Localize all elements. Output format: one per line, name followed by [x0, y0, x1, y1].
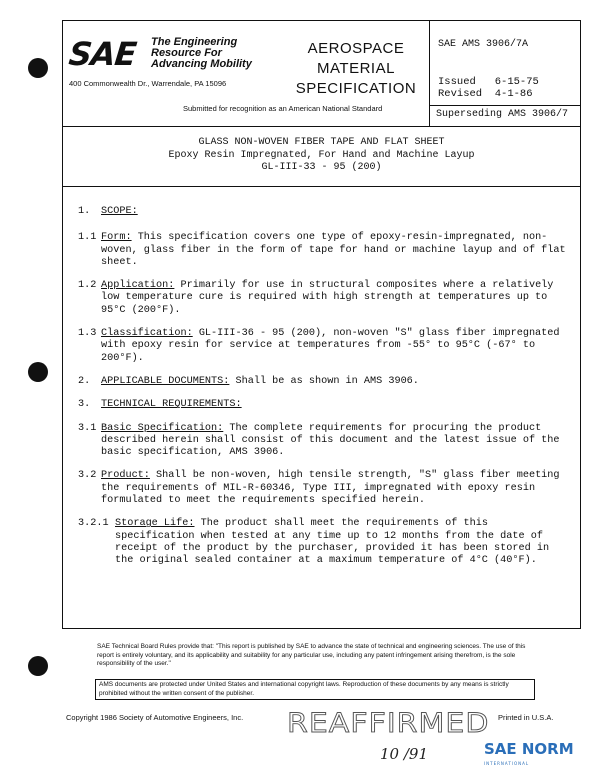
tagline: The Engineering Resource For Advancing Mobility [151, 36, 252, 70]
section-1-2: 1.2 Application: Primarily for use in structural composites where a relatively low temperature cure is required with high strength at temperatures up to 95°C (200°F). [78, 280, 554, 316]
binder-hole-middle [28, 362, 48, 382]
binder-hole-bottom [28, 656, 48, 676]
section-1: 1. SCOPE: [78, 206, 138, 217]
section-3-2: 3.2 Product: Shall be non-woven, high tensile strength, "S" glass fiber meeting the requirements of MIL-R-60346, Type III, impregnated with epoxy resin formulated to meet the requirements specified herein. [78, 470, 560, 507]
copyright-line: Copyright 1986 Society of Automotive Engineers, Inc. [66, 713, 244, 722]
section-3-2-1: 3.2.1 Storage Life: The product shall meet the requirements of this specification when tested at any time up to 12 months from the date of receipt of the product by the purchaser, provided it has been stored in the original sealed container at a maximum temperature of 4°C (40°F). [78, 518, 550, 567]
watermark-sub: INTERNATIONAL [484, 761, 530, 766]
section-2: 2. APPLICABLE DOCUMENTS: Shall be as shown in AMS 3906. [78, 375, 419, 387]
printed-in: Printed in U.S.A. [498, 713, 554, 722]
section-1-3: 1.3 Classification: GL-III-36 - 95 (200), non-woven "S" glass fiber impregnated with epoxy resin for service at temperatures from -55° to 95°C (-67° to 200°F). [78, 328, 560, 364]
doc-number: SAE AMS 3906/7A [438, 39, 529, 50]
board-rules-note: SAE Technical Board Rules provide that: "This report is published by SAE to advance the state of technical and engineering sciences. The use of this report is entirely voluntary, and its applicability and suitability for any particular use, including any patent infringement arising therefrom, is the sole responsibility of the user." [97, 643, 526, 668]
reaffirmed-stamp: REAFFIRMED [287, 707, 490, 740]
header-right [429, 21, 580, 126]
address: 400 Commonwealth Dr., Warrendale, PA 15096 [69, 79, 227, 88]
binder-hole-top [28, 58, 48, 78]
section-3: 3. TECHNICAL REQUIREMENTS: [78, 399, 242, 411]
document-body [78, 206, 573, 568]
document-title: GLASS NON-WOVEN FIBER TAPE AND FLAT SHEET Epoxy Resin Impregnated, For Hand and Machine Layup GL-III-33 - 95 (200) [168, 137, 475, 173]
sae-norm-watermark [484, 740, 574, 766]
section-1-1: 1.1 Form: This specification covers one type of epoxy-resin-impregnated, non-woven, glass fiber in the form of tape for hand or machine layup and of flat sheet. [78, 232, 566, 268]
divider [63, 126, 580, 127]
submitted-note: Submitted for recognition as an American National Standard [183, 104, 383, 113]
sae-logo: SAE [67, 35, 138, 73]
handwritten-date: 10 /91 [380, 745, 428, 763]
section-3-1: 3.1 Basic Specification: The complete requirements for procuring the product described herein shall consist of this document and the latest issue of the basic specification, AMS 3906. [78, 422, 560, 459]
divider [430, 105, 580, 106]
issued-block: Issued 6-15-75 Revised 4-1-86 [438, 76, 539, 100]
copyright-notice-box: AMS documents are protected under United States and international copyright laws. Reproduction of these documents by any means is strictly prohibited without the written consent of the publisher. [95, 679, 535, 700]
ams-title: AEROSPACE MATERIAL SPECIFICATION [295, 40, 417, 97]
divider [63, 186, 580, 187]
superseding: Superseding AMS 3906/7 [436, 109, 569, 120]
watermark-logo-word: SAE NORM [484, 740, 574, 758]
